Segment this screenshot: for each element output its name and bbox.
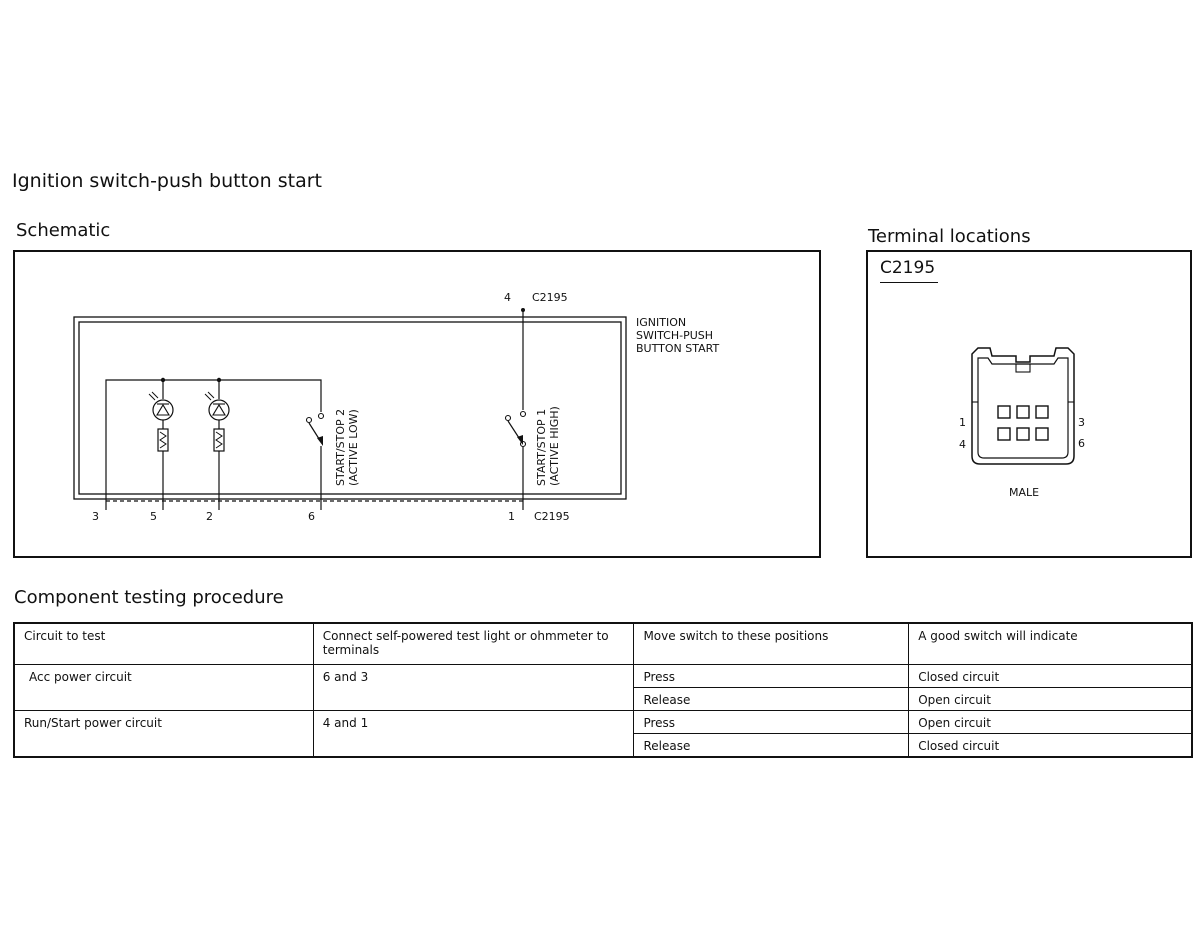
- terminal-locations-title: Terminal locations: [868, 226, 1031, 247]
- pin-cavity-3: [1036, 406, 1048, 418]
- indicate-cell: Open circuit: [909, 711, 1192, 734]
- header-indicate: A good switch will indicate: [909, 623, 1192, 665]
- circuit-cell: Acc power circuit: [14, 665, 313, 711]
- indicate-cell: Open circuit: [909, 688, 1192, 711]
- position-cell: Press: [634, 711, 909, 734]
- indicate-cell: Closed circuit: [909, 734, 1192, 758]
- led1-icon: [153, 400, 173, 420]
- position-cell: Release: [634, 688, 909, 711]
- pin-number-label: 1: [959, 416, 966, 429]
- procedure-title: Component testing procedure: [14, 587, 284, 608]
- connector-inner-wall: [978, 358, 1068, 458]
- bottom-pin-label: 5: [150, 510, 157, 523]
- pin-cavity-6: [1036, 428, 1048, 440]
- top-connector-label: C2195: [532, 291, 568, 304]
- schematic-title: Schematic: [16, 220, 111, 241]
- switch2-label-line2: (ACTIVE LOW): [347, 409, 360, 486]
- pin-cavity-2: [1017, 406, 1029, 418]
- switch2-label-line1: START/STOP 2: [334, 408, 347, 486]
- component-label-line3: BUTTON START: [636, 342, 720, 355]
- header-positions: Move switch to these positions: [634, 623, 909, 665]
- component-label-line2: SWITCH-PUSH: [636, 329, 714, 342]
- position-cell: Press: [634, 665, 909, 688]
- bottom-pin-label: 6: [308, 510, 315, 523]
- page-title: Ignition switch-push button start: [12, 170, 322, 192]
- led2-icon: [209, 400, 229, 420]
- header-circuit: Circuit to test: [14, 623, 313, 665]
- pin-number-label: 3: [1078, 416, 1085, 429]
- pin4-terminal-dot: [521, 308, 525, 312]
- terminal-panel: [866, 250, 1192, 558]
- pin-cavity-4: [998, 428, 1010, 440]
- terminals-cell: 6 and 3: [313, 665, 634, 711]
- table-header-row: [14, 623, 1192, 665]
- connector-latch: [1016, 364, 1030, 372]
- circuit-cell: Run/Start power circuit: [14, 711, 313, 758]
- indicate-cell: Closed circuit: [909, 665, 1192, 688]
- bottom-connector-label: C2195: [534, 510, 570, 523]
- pin-number-label: 4: [959, 438, 966, 451]
- bottom-pin-label: 1: [508, 510, 515, 523]
- pin-cavity-1: [998, 406, 1010, 418]
- switch1-label-line2: (ACTIVE HIGH): [548, 406, 561, 486]
- connector-title: C2195: [880, 258, 936, 278]
- table-row: [14, 665, 1192, 688]
- terminals-cell: 4 and 1: [313, 711, 634, 758]
- connector-face-diagram: [868, 252, 1190, 556]
- position-cell: Release: [634, 734, 909, 758]
- switch1-contact-top: [521, 412, 526, 417]
- bottom-pin-label: 2: [206, 510, 213, 523]
- procedure-table: [13, 622, 1193, 758]
- switch1-label-line1: START/STOP 1: [535, 408, 548, 486]
- component-label-line1: IGNITION: [636, 316, 687, 329]
- schematic-panel: [13, 250, 821, 558]
- bottom-pin-label: 3: [92, 510, 99, 523]
- header-terminals: Connect self-powered test light or ohmmeter to terminals: [313, 623, 634, 665]
- switch2-contact-top: [319, 414, 324, 419]
- pin-cavity-5: [1017, 428, 1029, 440]
- schematic-diagram: [15, 252, 819, 556]
- top-pin-label: 4: [504, 291, 511, 304]
- pin-number-label: 6: [1078, 437, 1085, 450]
- table-row: [14, 711, 1192, 734]
- connector-gender-label: MALE: [1009, 486, 1040, 499]
